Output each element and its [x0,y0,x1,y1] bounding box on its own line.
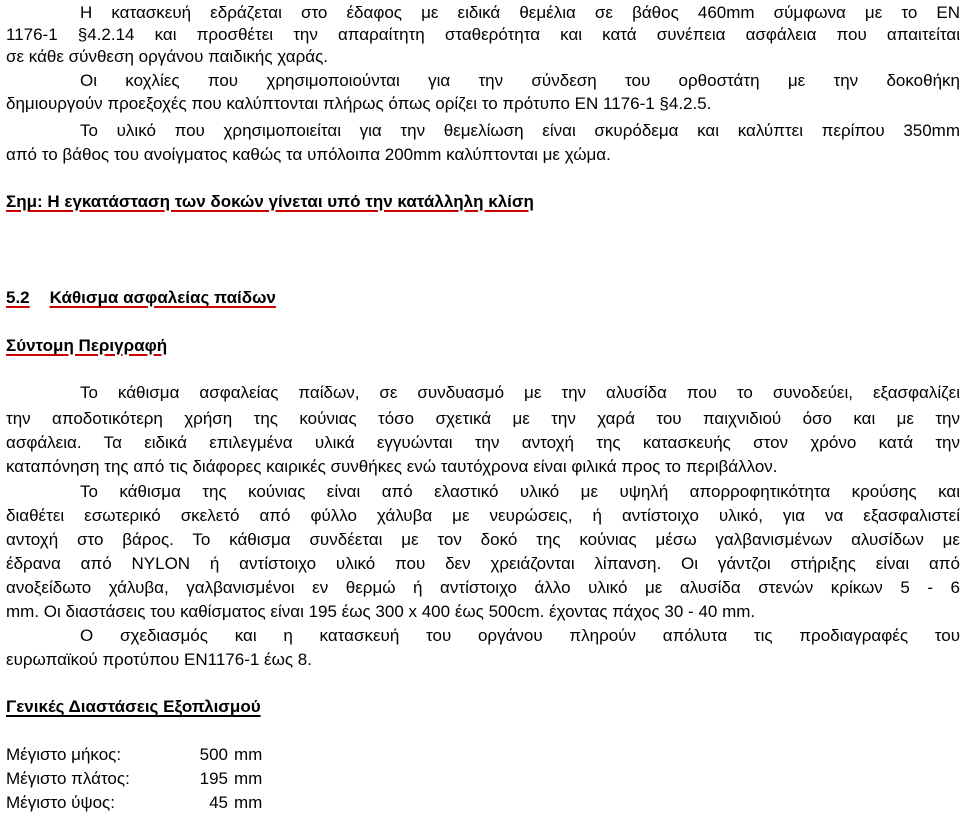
description-line: Ο σχεδιασμός και η κατασκευή του οργάνου πληρούν απόλυτα τις προδιαγραφές του [80,626,960,645]
paragraph-1-line-3: σε κάθε σύνθεση οργάνου παιδικής χαράς. [6,47,329,66]
paragraph-3-line-1: Το υλικό που χρησιμοποιείται για την θεμελίωση είναι σκυρόδεμα και καλύπτει περίπου 350mm [80,121,960,140]
paragraph-2-line-2: δημιουργούν προεξοχές που καλύπτονται πλήρως όπως ορίζει το πρότυπο EN 1176-1 §4.2.5. [6,94,712,113]
description-line: έδρανα από NYLON ή αντίστοιχο υλικό που δεν χρειάζονται λίπανση. Οι γάντζοι στήριξης είναι από [6,554,960,573]
section-heading [6,287,276,309]
dimension-value: 500 [199,745,228,764]
dimension-label: Μέγιστο πλάτος: [6,769,130,788]
paragraph-1-line-2: 1176-1 §4.2.14 και προσθέτει την απαραίτητη σταθερότητα και κατά συνέπεια ασφάλεια που απαιτείται [6,25,960,44]
section-title: Κάθισμα ασφαλείας παίδων [49,288,276,307]
dimension-label: Μέγιστο ύψος: [6,793,115,812]
description-line: καταπόνηση της από τις διάφορες καιρικές συνθήκες ενώ ταυτόχρονα είναι φιλικά προς το περιβάλλον. [6,457,778,476]
dimensions-heading: Γενικές Διαστάσεις Εξοπλισμού [6,697,261,716]
description-line: ανοξείδωτο χάλυβα, γαλβανισμένοι εν θερμώ ή αντίστοιχο άλλο υλικό με αλυσίδα στενών κρίκων 5 - 6 [6,578,960,597]
description-line: την αποδοτικότερη χρήση της κούνιας τόσο σχετικά με την χαρά του παιχνιδιού όσο και με την [6,409,960,428]
dimension-label: Μέγιστο μήκος: [6,745,122,764]
description-line: διαθέτει εσωτερικό σκελετό από φύλλο χάλυβα με νευρώσεις, ή αντίστοιχο υλικό, για να εξασφαλιστεί [6,506,960,525]
installation-note: Σημ: Η εγκατάσταση των δοκών γίνεται υπό την κατάλληλη κλίση [6,192,534,211]
section-number: 5.2 [6,288,30,307]
dimension-unit: mm [234,793,263,812]
description-line: Το κάθισμα ασφαλείας παίδων, σε συνδυασμό με την αλυσίδα που το συνοδεύει, εξασφαλίζει [80,383,960,402]
description-line: αντοχή στο βάρος. Το κάθισμα συνδέεται με τον δοκό της κούνιας μέσω γαλβανισμένων αλυσίδων με [6,530,960,549]
short-description-heading: Σύντομη Περιγραφή [6,336,168,355]
dimension-value: 45 [209,793,228,812]
description-line: Το κάθισμα της κούνιας είναι από ελαστικό υλικό με υψηλή απορροφητικότητα κρούσης και [80,482,960,501]
paragraph-1-line-1: Η κατασκευή εδράζεται στο έδαφος με ειδικά θεμέλια σε βάθος 460mm σύμφωνα με το EN [80,3,960,22]
description-line: ασφάλεια. Τα ειδικά επιλεγμένα υλικά εγγυώνται την αντοχή της κατασκευής στον χρόνο κατά την [6,433,960,452]
paragraph-3-line-2: από το βάθος του ανοίγματος καθώς τα υπόλοιπα 200mm καλύπτονται με χώμα. [6,145,611,164]
dimension-row-height [6,792,306,814]
description-line: mm. Οι διαστάσεις του καθίσματος είναι 195 έως 300 x 400 έως 500cm. έχοντας πάχος 30 - 40 mm. [6,602,756,621]
dimension-unit: mm [234,745,263,764]
dimension-unit: mm [234,769,263,788]
dimension-value: 195 [199,769,228,788]
paragraph-2-line-1: Οι κοχλίες που χρησιμοποιούνται για την σύνδεση του ορθοστάτη με την δοκοθήκη [80,71,960,90]
dimension-row-width [6,768,306,790]
dimension-row-length [6,744,306,766]
description-line: ευρωπαϊκού προτύπου EN1176-1 έως 8. [6,650,312,669]
